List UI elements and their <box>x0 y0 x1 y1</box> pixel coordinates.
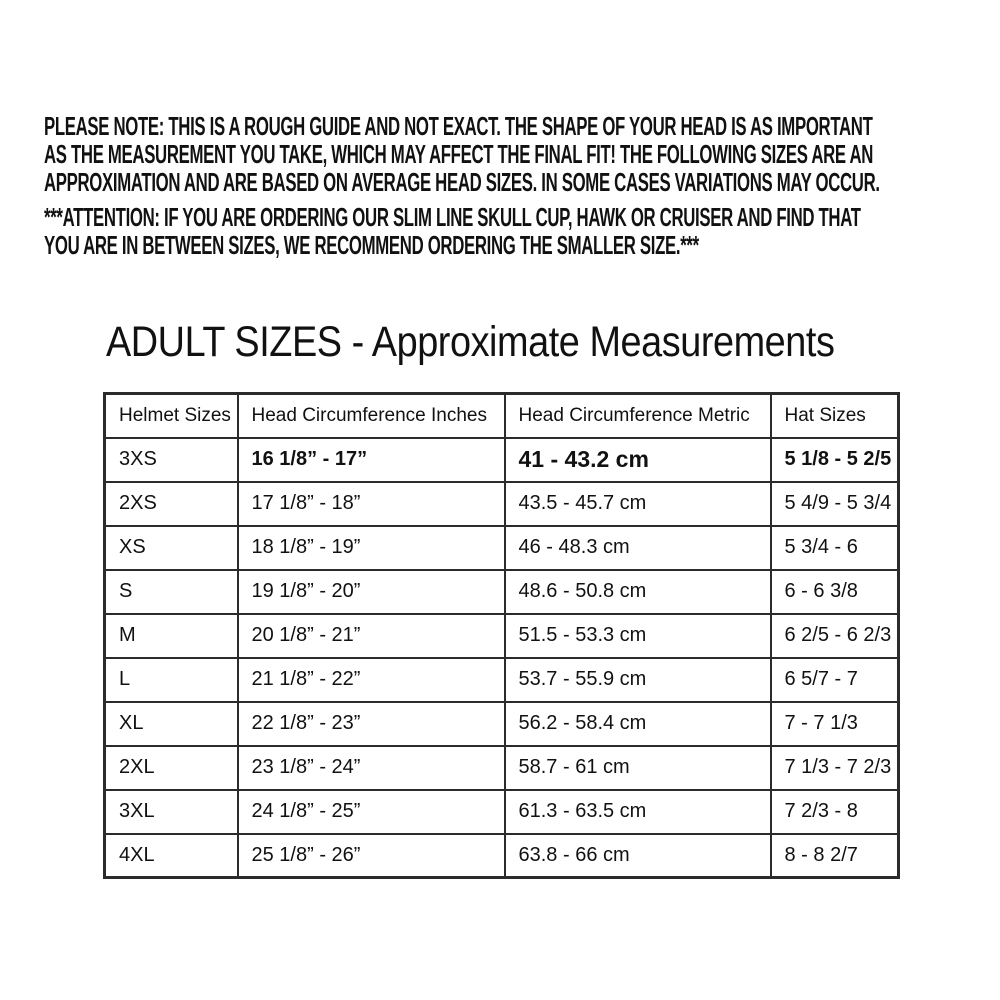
cell-circumference-inches: 16 1/8” - 17” <box>238 438 505 482</box>
attention-line: ***ATTENTION: IF YOU ARE ORDERING OUR SLIM LINE SKULL CUP, HAWK OR CRUISER AND FIND THAT <box>44 202 861 232</box>
cell-hat-size: 7 1/3 - 7 2/3 <box>771 746 899 790</box>
cell-circumference-inches: 19 1/8” - 20” <box>238 570 505 614</box>
cell-circumference-inches: 24 1/8” - 25” <box>238 790 505 834</box>
size-table <box>103 392 900 879</box>
cell-hat-size: 5 3/4 - 6 <box>771 526 899 570</box>
attention-paragraph <box>44 203 1000 259</box>
note-paragraph <box>44 112 1000 196</box>
cell-helmet-size: 4XL <box>105 834 238 878</box>
cell-circumference-inches: 17 1/8” - 18” <box>238 482 505 526</box>
table-header-row <box>105 394 899 438</box>
attention-line: YOU ARE IN BETWEEN SIZES, WE RECOMMEND ORDERING THE SMALLER SIZE.*** <box>44 230 699 260</box>
table-row <box>105 614 899 658</box>
cell-circumference-inches: 20 1/8” - 21” <box>238 614 505 658</box>
note-line: PLEASE NOTE: THIS IS A ROUGH GUIDE AND NOT EXACT. THE SHAPE OF YOUR HEAD IS AS IMPORTANT <box>44 111 873 141</box>
table-row <box>105 482 899 526</box>
note-line: APPROXIMATION AND ARE BASED ON AVERAGE HEAD SIZES. IN SOME CASES VARIATIONS MAY OCCUR. <box>44 167 880 197</box>
cell-circumference-metric: 58.7 - 61 cm <box>505 746 771 790</box>
cell-helmet-size: S <box>105 570 238 614</box>
cell-hat-size: 6 5/7 - 7 <box>771 658 899 702</box>
table-row <box>105 438 899 482</box>
cell-helmet-size: 2XL <box>105 746 238 790</box>
table-row <box>105 746 899 790</box>
cell-helmet-size: 3XS <box>105 438 238 482</box>
cell-circumference-metric: 61.3 - 63.5 cm <box>505 790 771 834</box>
cell-circumference-metric: 41 - 43.2 cm <box>505 438 771 482</box>
table-row <box>105 526 899 570</box>
cell-helmet-size: L <box>105 658 238 702</box>
header-cell-helmet-sizes: Helmet Sizes <box>105 394 238 438</box>
cell-helmet-size: M <box>105 614 238 658</box>
table-row <box>105 658 899 702</box>
cell-circumference-inches: 18 1/8” - 19” <box>238 526 505 570</box>
cell-circumference-inches: 25 1/8” - 26” <box>238 834 505 878</box>
cell-hat-size: 6 - 6 3/8 <box>771 570 899 614</box>
cell-circumference-inches: 22 1/8” - 23” <box>238 702 505 746</box>
cell-helmet-size: XL <box>105 702 238 746</box>
cell-circumference-metric: 53.7 - 55.9 cm <box>505 658 771 702</box>
cell-hat-size: 8 - 8 2/7 <box>771 834 899 878</box>
cell-circumference-metric: 51.5 - 53.3 cm <box>505 614 771 658</box>
cell-helmet-size: 2XS <box>105 482 238 526</box>
cell-circumference-metric: 46 - 48.3 cm <box>505 526 771 570</box>
cell-circumference-metric: 56.2 - 58.4 cm <box>505 702 771 746</box>
cell-hat-size: 7 - 7 1/3 <box>771 702 899 746</box>
cell-circumference-metric: 48.6 - 50.8 cm <box>505 570 771 614</box>
header-cell-hat-sizes: Hat Sizes <box>771 394 899 438</box>
note-line: AS THE MEASUREMENT YOU TAKE, WHICH MAY AFFECT THE FINAL FIT! THE FOLLOWING SIZES ARE AN <box>44 139 874 169</box>
cell-helmet-size: 3XL <box>105 790 238 834</box>
page-title: ADULT SIZES - Approximate Measurements <box>106 318 835 366</box>
cell-hat-size: 7 2/3 - 8 <box>771 790 899 834</box>
table-row <box>105 702 899 746</box>
cell-circumference-metric: 63.8 - 66 cm <box>505 834 771 878</box>
cell-helmet-size: XS <box>105 526 238 570</box>
cell-circumference-inches: 21 1/8” - 22” <box>238 658 505 702</box>
header-cell-circumference-metric: Head Circumference Metric <box>505 394 771 438</box>
cell-hat-size: 5 1/8 - 5 2/5 <box>771 438 899 482</box>
table-row <box>105 790 899 834</box>
cell-circumference-inches: 23 1/8” - 24” <box>238 746 505 790</box>
cell-hat-size: 5 4/9 - 5 3/4 <box>771 482 899 526</box>
cell-hat-size: 6 2/5 - 6 2/3 <box>771 614 899 658</box>
table-row <box>105 570 899 614</box>
header-cell-circumference-inches: Head Circumference Inches <box>238 394 505 438</box>
cell-circumference-metric: 43.5 - 45.7 cm <box>505 482 771 526</box>
table-row <box>105 834 899 878</box>
